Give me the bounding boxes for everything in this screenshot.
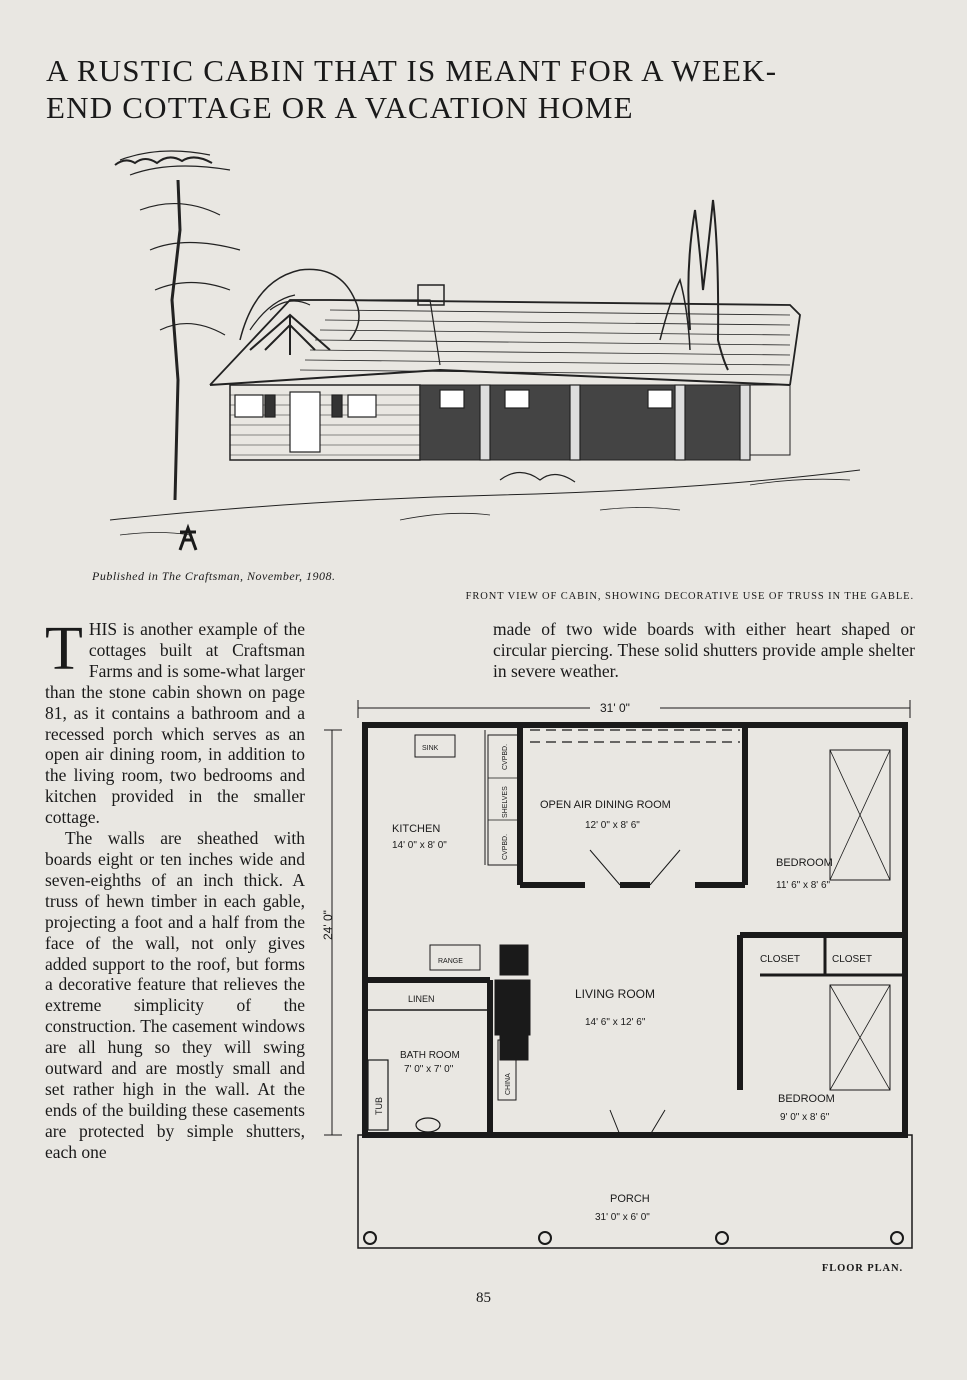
monogram [180,528,196,550]
article-body-right: made of two wide boards with either heart shaped or circular piercing. These solid shutters provide ample shelter in severe weather. [493,619,915,681]
floor-plan [320,690,920,1260]
cupboard-label-1: CVPBD. [502,743,509,770]
china-label: CHINA [505,1073,512,1095]
sink-label: SINK [422,745,439,752]
bedroom-1-size: 11' 6" x 8' 6" [776,880,831,891]
bedroom-1-label: BEDROOM [776,857,833,869]
title-line-1: A RUSTIC CABIN THAT IS MEANT FOR A WEEK- [46,53,778,88]
shelves-label: SHELVES [502,786,509,818]
article-body-left [45,615,305,1163]
cupboard-label-2: CVPBD. [502,833,509,860]
bath-label: BATH ROOM [400,1050,460,1061]
drop-cap: T [45,615,83,683]
width-dimension: 31' 0" [600,701,630,715]
dining-label: OPEN AIR DINING ROOM [540,799,671,811]
porch-label: PORCH [610,1193,650,1205]
closet-2-label: CLOSET [832,954,873,965]
paragraph-2: The walls are sheathed with boards eight or ten inches wide and seven-eighths of an inch thick. A truss of hewn timber in each gable, projecting a foot and a half from the face of the wall, not only gives added support to the roof, but forms a decorative feature that relieves the extreme simplicity of the construction. The casement windows are all hung so they will swing outward and are mostly small and set rather high in the wall. At the ends of the building these casements are protected by simple shutters, each one [45,828,305,1162]
illustration-caption: FRONT VIEW OF CABIN, SHOWING DECORATIVE USE OF TRUSS IN THE GABLE. [465,591,914,602]
paragraph-1-text: HIS is another example of the cottages built at Craftsman Farms and is some-what larger than the stone cabin shown on page 81, as it contains a bathroom and a recessed porch which serves as an open air dining room, in addition to the living room, two bedrooms and kitchen provided in the smaller cottage. [45,619,305,828]
porch-size: 31' 0" x 6' 0" [595,1212,650,1223]
paragraph-1 [45,615,305,828]
range-label: RANGE [438,958,463,965]
title-line-2: END COTTAGE OR A VACATION HOME [46,90,634,125]
living-room-label: LIVING ROOM [575,987,656,1001]
bedroom-2-size: 9' 0" x 8' 6" [780,1112,830,1123]
kitchen-size: 14' 0" x 8' 0" [392,840,447,851]
floor-plan-caption: FLOOR PLAN. [821,1263,903,1274]
living-room-size: 14' 6" x 12' 6" [585,1017,646,1028]
bath-size: 7' 0" x 7' 0" [404,1064,454,1075]
bedroom-2-label: BEDROOM [778,1093,835,1105]
dining-size: 12' 0" x 8' 6" [585,820,640,831]
page-title [46,52,926,126]
height-dimension: 24' 0" [321,910,335,940]
published-note: Published in The Craftsman, November, 1908. [92,569,336,583]
cabin-illustration [100,140,870,560]
linen-label: LINEN [408,994,435,1004]
tub-label: TUB [374,1097,384,1115]
page-number: 85 [476,1290,491,1306]
kitchen-label: KITCHEN [392,823,441,835]
closet-1-label: CLOSET [760,954,801,965]
